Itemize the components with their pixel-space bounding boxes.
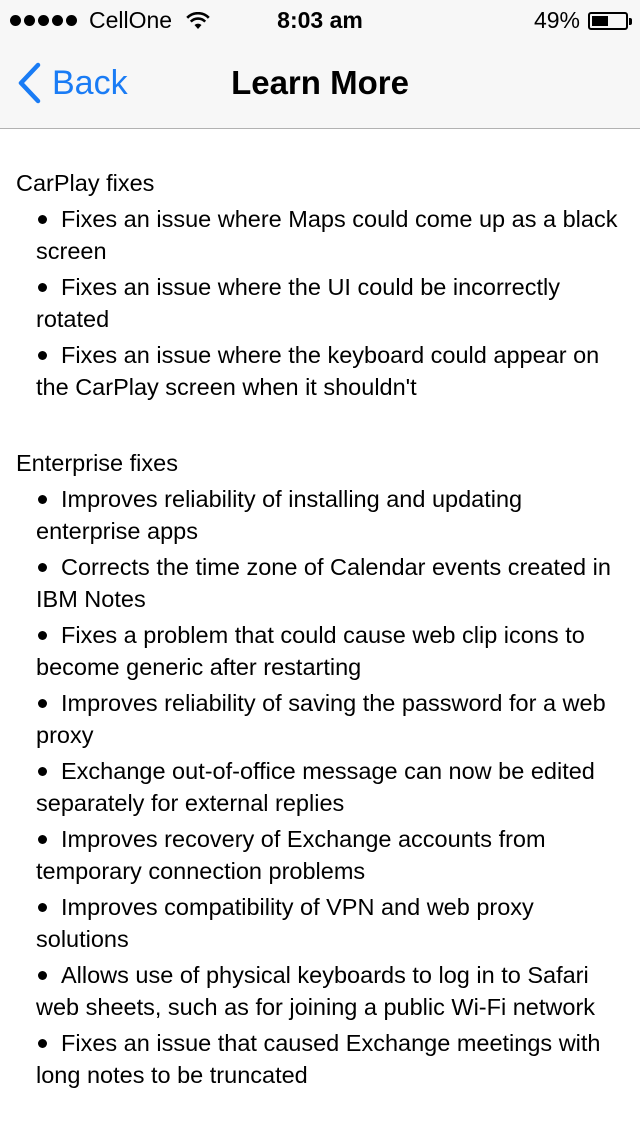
section-carplay-fixes <box>16 167 624 403</box>
navigation-bar <box>0 40 640 129</box>
list-item <box>36 339 624 403</box>
section-heading: Enterprise fixes <box>16 450 178 476</box>
list-item <box>36 1027 624 1091</box>
status-bar <box>0 0 640 40</box>
list-item <box>36 755 624 819</box>
list-item-text: Improves compatibility of VPN and web proxy solutions <box>36 894 534 952</box>
bullet-icon <box>38 351 47 360</box>
bullet-icon <box>38 631 47 640</box>
list-item-text: Improves reliability of saving the password for a web proxy <box>36 690 606 748</box>
bullet-list <box>16 483 624 1091</box>
list-item-text: Improves reliability of installing and updating enterprise apps <box>36 486 523 544</box>
list-item <box>36 203 624 267</box>
bullet-list <box>16 203 624 403</box>
carrier-name: CellOne <box>89 7 173 33</box>
list-item-text: Fixes an issue where the UI could be incorrectly rotated <box>36 274 560 332</box>
list-item <box>36 959 624 1023</box>
list-item-text: Allows use of physical keyboards to log in to Safari web sheets, such as for joining a public Wi-Fi network <box>36 962 596 1020</box>
list-item <box>36 823 624 887</box>
section-enterprise-fixes <box>16 447 624 1091</box>
bullet-icon <box>38 1039 47 1048</box>
list-item-text: Corrects the time zone of Calendar events created in IBM Notes <box>36 554 611 612</box>
bullet-icon <box>38 563 47 572</box>
bullet-icon <box>38 495 47 504</box>
list-item <box>36 891 624 955</box>
battery-icon <box>588 12 628 30</box>
list-item <box>36 551 624 615</box>
status-right <box>534 7 628 34</box>
status-time: 8:03 am <box>277 7 363 33</box>
list-item <box>36 271 624 335</box>
list-item-text: Fixes an issue where Maps could come up as a black screen <box>36 206 618 264</box>
list-item-text: Fixes a problem that could cause web clip icons to become generic after restarting <box>36 622 585 680</box>
bullet-icon <box>38 835 47 844</box>
battery-percent: 49% <box>533 7 580 33</box>
bullet-icon <box>38 903 47 912</box>
list-item-text: Fixes an issue that caused Exchange meetings with long notes to be truncated <box>36 1030 601 1088</box>
list-item-text: Improves recovery of Exchange accounts from temporary connection problems <box>36 826 546 884</box>
list-item-text: Fixes an issue where the keyboard could appear on the CarPlay screen when it shouldn't <box>36 342 600 400</box>
page-title: Learn More <box>231 64 409 101</box>
bullet-icon <box>38 767 47 776</box>
list-item <box>36 483 624 547</box>
bullet-icon <box>38 699 47 708</box>
battery-fill <box>592 16 608 26</box>
bullet-icon <box>38 971 47 980</box>
bullet-icon <box>38 215 47 224</box>
release-notes-content <box>0 129 640 1136</box>
bullet-icon <box>38 283 47 292</box>
back-label: Back <box>52 63 128 102</box>
list-item <box>36 619 624 683</box>
list-item-text: Exchange out-of-office message can now be edited separately for external replies <box>36 758 595 816</box>
list-item <box>36 687 624 751</box>
section-heading: CarPlay fixes <box>16 170 155 196</box>
